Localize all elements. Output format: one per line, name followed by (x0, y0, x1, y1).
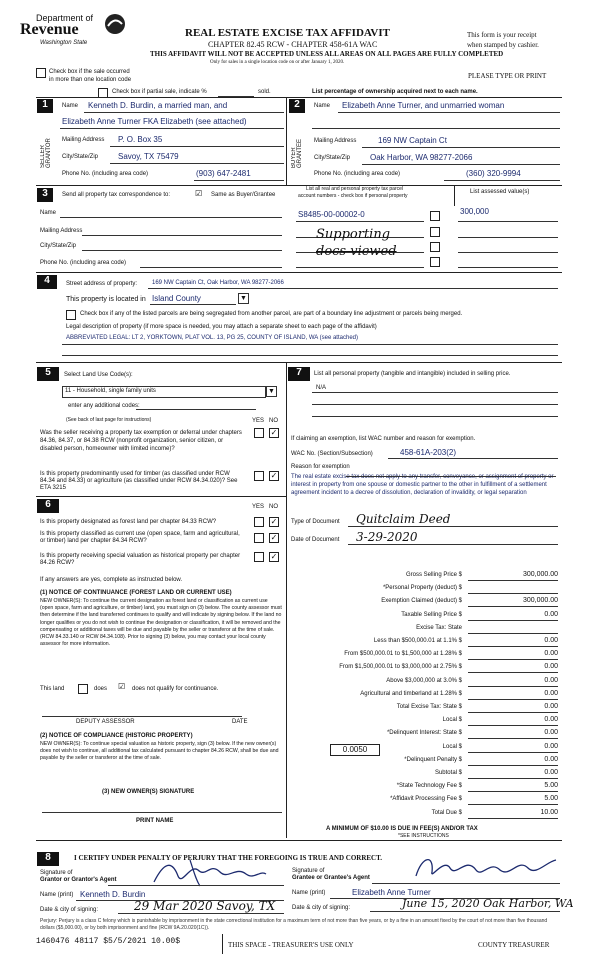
tax-row-label: *Personal Property (deduct) $ (382, 585, 462, 592)
tax-row (290, 768, 560, 780)
assessor-date-label: DATE (232, 719, 248, 725)
receipt-note-1: This form is your receipt (467, 31, 537, 39)
county-dropdown-icon[interactable]: ▼ (238, 293, 249, 304)
tax-row (290, 794, 560, 806)
form-chapter: CHAPTER 82.45 RCW - CHAPTER 458-61A WAC (208, 40, 378, 49)
section-1-number: 1 (37, 99, 53, 113)
seller-city-label: City/State/Zip (62, 154, 99, 160)
same-as-buyer-label: Same as Buyer/Grantee (211, 192, 276, 198)
segregated-label: Check box if any of the listed parcels are being segregated from another parcel, are part of a boundary line adjustment or parcels being merged. (80, 311, 463, 317)
tax-row-label: Total Due $ (431, 809, 462, 816)
s5-question-1: Was the seller receiving a property tax exemption or deferral under chapters 84.36, 84.37, or 84.38 RCW (nonprofit organization, senior citizen, or disabled person, homeowner with limited income)? (40, 430, 242, 452)
notice-1-body: NEW OWNER(S): To continue the current designation as forest land or classification as current use (open space, farm and agriculture, or timber) land, you must sign on (3) below. The county assessor must then determine if the land transferred continues to qualify and will indicate by signing below. If the land no longer qualifies or you do not wish to continue the designation or classification, it will be removed and the compensating or additional taxes will be due and payable by the seller or transferor at the time of sale. (RCW 84.33.140 or RCW 84.34.108). Prior to signing (3) below, you may contact your local county assessor for more information. (40, 598, 282, 648)
buyer-name-label: Name (314, 103, 331, 109)
parcel-2-personal-checkbox[interactable] (430, 227, 440, 237)
buyer-mailing[interactable]: 169 NW Captain Ct (378, 136, 447, 145)
buyer-city-label: City/State/Zip (314, 155, 351, 161)
wac-number[interactable]: 458-61A-203(2) (400, 448, 457, 457)
parcel-4-personal-checkbox[interactable] (430, 257, 440, 267)
s6-q2-no-checkbox[interactable]: ✓ (270, 533, 278, 542)
seller-signature[interactable] (150, 856, 270, 888)
handwritten-docs-viewed: docs viewed (316, 244, 397, 259)
s6-q3-no-checkbox[interactable]: ✓ (270, 552, 278, 561)
seller-mailing[interactable]: P. O. Box 35 (118, 135, 163, 144)
tax-row-value[interactable]: 5.00 (468, 782, 558, 792)
section-4-number: 4 (37, 275, 57, 289)
personal-property-label: List all personal property (tangible and intangible) included in selling price. (314, 371, 511, 377)
tax-row-value[interactable]: 0.00 (468, 743, 558, 753)
seller-city[interactable]: Savoy, TX 75479 (118, 152, 179, 161)
parcel-header-2: account numbers - check box if personal property (298, 193, 408, 199)
only-for-note: Only for sales in a single location code on or after January 1, 2020. (210, 60, 345, 65)
minimum-note: A MINIMUM OF $10.00 IS DUE IN FEE(S) AND/OR TAX (326, 826, 478, 832)
tax-row-label: Local $ (442, 717, 462, 724)
form-title: REAL ESTATE EXCISE TAX AFFIDAVIT (185, 27, 390, 39)
tax-row (290, 583, 560, 595)
parcel-1-personal-checkbox[interactable] (430, 211, 440, 221)
multi-location-label-1: Check box if the sale occurred (49, 69, 130, 75)
buyer-name-1[interactable]: Elizabeth Anne Turner, and unmarried woman (342, 101, 505, 110)
street-address[interactable]: 169 NW Captain Ct, Oak Harbor, WA 98277-2066 (152, 280, 284, 286)
tax-row-label: *Delinquent Penalty $ (404, 756, 462, 763)
s5-question-2: Is this property predominantly used for timber (as classified under RCW 84.34 and 84.33) or agriculture (as classified under RCW 84.34.020)? See ETA 3215 (40, 471, 238, 491)
tax-row (290, 623, 560, 635)
buyer-date-city[interactable]: June 15, 2020 Oak Harbor, WA (402, 897, 574, 910)
tax-row-value[interactable]: 0.00 (468, 611, 558, 621)
perjury-notice: Perjury: Perjury is a class C felony which is punishable by imprisonment in the state correctional institution for a maximum term of not more than five years, or by a fine in an amount fixed by the court of not more than five thousand dollars ($5,000.00), or by both imprisonment and fine (RCW 9A.20.020(1C)). (40, 918, 548, 931)
section-3-number: 3 (37, 188, 53, 202)
s6-yes-header: YES (252, 504, 265, 510)
certify-statement: I CERTIFY UNDER PENALTY OF PERJURY THAT THE FOREGOING IS TRUE AND CORRECT. (74, 854, 383, 862)
tax-row-value[interactable] (468, 584, 558, 594)
tax-row (290, 662, 560, 674)
doc-date-value[interactable]: 3-29-2020 (356, 530, 418, 544)
tax-row-label: Subtotal $ (434, 770, 462, 776)
tax-row-value[interactable]: 300,000.00 (468, 571, 558, 581)
s3-phone-label: Phone No. (including area code) (40, 260, 127, 266)
this-land-label: This land (40, 686, 65, 692)
exemption-label: If claiming an exemption, list WAC number and reason for exemption. (291, 436, 476, 442)
county-treasurer: COUNTY TREASURER (478, 941, 550, 949)
seller-phone[interactable]: (903) 647-2481 (196, 169, 251, 178)
tax-row-value[interactable]: 0.00 (468, 650, 558, 660)
multi-location-checkbox[interactable] (36, 68, 46, 78)
s6-q1-no-checkbox[interactable]: ✓ (270, 517, 278, 526)
does-not-label: does not qualify for continuance. (132, 686, 219, 692)
land-use-select[interactable]: 11 - Household, single family units (62, 386, 266, 398)
tax-row-label: Excise Tax: State (416, 624, 462, 631)
personal-property-value[interactable]: N/A (316, 385, 327, 391)
send-correspondence-label: Send all property tax correspondence to: (62, 192, 171, 198)
s6-q1-yes-checkbox[interactable] (254, 517, 264, 527)
notice-2-title: (2) NOTICE OF COMPLIANCE (HISTORIC PROPERTY) (40, 733, 193, 739)
buyer-phone[interactable]: (360) 320-9994 (466, 169, 521, 178)
s5-q1-yes-checkbox[interactable] (254, 428, 264, 438)
tax-row-label: Exemption Claimed (deduct) $ (381, 598, 462, 605)
seller-side-label: SELLER GRANTOR (40, 138, 52, 168)
tax-row-value[interactable]: 0.00 (468, 677, 558, 687)
tax-row-label: *Affidavit Processing Fee $ (390, 796, 462, 803)
tax-row (290, 636, 560, 648)
tax-row-value[interactable]: 0.00 (468, 769, 558, 779)
doc-type-value[interactable]: Quitclaim Deed (356, 512, 451, 526)
buyer-phone-label: Phone No. (including area code) (314, 171, 401, 177)
tax-row (290, 781, 560, 793)
tax-row-label: Total Excise Tax: State $ (396, 704, 462, 710)
tax-row (290, 755, 560, 767)
buyer-date-label: Date & city of signing: (292, 905, 351, 911)
print-name-label: PRINT NAME (136, 818, 174, 824)
legal-description[interactable]: ABBREVIATED LEGAL: LT 2, YORKTOWN, PLAT VOL. 13, PG 25, COUNTY OF ISLAND, WA (see attached) (66, 335, 358, 341)
exemption-reason[interactable]: The real estate excise tax does not apply to any transfer, conveyance, or assignment of property or interest in property from one spouse or domestic partner to the other in fulfillment of a settlement agreement incident to a decree of dissolution, declaration of invalidity, or legal separation (291, 474, 554, 496)
s5-q1-no-checkbox[interactable]: ✓ (270, 428, 278, 437)
deputy-assessor-label: DEPUTY ASSESSOR (76, 719, 135, 725)
tax-row-label: From $500,000.01 to $1,500,000 at 1.28% $ (344, 651, 462, 658)
section-2-number: 2 (289, 99, 305, 113)
form-warning: THIS AFFIDAVIT WILL NOT BE ACCEPTED UNLESS ALL AREAS ON ALL PAGES ARE FULLY COMPLETED (150, 50, 504, 58)
tax-row (290, 728, 560, 740)
doc-type-label: Type of Document (291, 519, 340, 525)
buyer-print-label: Name (print) (292, 890, 326, 896)
s3-city-label: City/State/Zip (40, 243, 77, 249)
s6-question-2: Is this property classified as current use (open space, farm and agricultural, or timber) land per chapter 84.34 RCW? (40, 531, 240, 544)
section-8-number: 8 (37, 852, 59, 866)
notice-3-signature: (3) NEW OWNER(S) SIGNATURE (102, 789, 195, 795)
tax-row-value[interactable]: 0.00 (468, 729, 558, 739)
notice-1-title: (1) NOTICE OF CONTINUANCE (FOREST LAND OR CURRENT USE) (40, 590, 232, 596)
assessed-value[interactable]: 300,000 (460, 207, 489, 216)
state-label: Washington State (40, 40, 88, 46)
land-use-label: Select Land Use Code(s): (64, 372, 133, 378)
s6-question-1: Is this property designated as forest land per chapter 84.33 RCW? (40, 519, 217, 525)
land-does-checkbox[interactable] (78, 684, 88, 694)
s6-no-header: NO (269, 504, 278, 510)
s5-q2-no-checkbox[interactable]: ✓ (270, 471, 278, 480)
parcel-3-personal-checkbox[interactable] (430, 242, 440, 252)
tax-row (290, 715, 560, 727)
buyer-signature[interactable] (410, 848, 560, 884)
buyer-mailing-label: Mailing Address (314, 138, 357, 144)
parcel-number[interactable]: S8485-00-00002-0 (298, 210, 365, 219)
handwritten-supporting: Supporting (316, 227, 391, 242)
additional-codes-label: enter any additional codes: (68, 403, 140, 409)
section-5-number: 5 (37, 367, 59, 381)
multi-location-label-2: in more than one location code (49, 77, 132, 83)
land-use-dropdown-icon[interactable]: ▼ (266, 386, 277, 397)
section-6-number: 6 (37, 499, 59, 513)
tax-row-label: Above $3,000,000 at 3.0% $ (386, 677, 462, 684)
s5-q2-yes-checkbox[interactable] (254, 471, 264, 481)
seller-name-2[interactable]: Elizabeth Anne Turner FKA Elizabeth (see attached) (62, 117, 247, 126)
tax-row-value[interactable]: 10.00 (468, 809, 558, 819)
seller-sig-label-2: Grantor or Grantor's Agent (40, 877, 117, 883)
s3-mailing-label: Mailing Address (40, 228, 83, 234)
seller-name-1[interactable]: Kenneth D. Burdin, a married man, and (88, 101, 228, 110)
tax-row-label: *Delinquent Interest: State $ (386, 730, 462, 737)
land-does-not-checkbox[interactable]: ☑ (118, 682, 126, 691)
tax-row-label: Local $ (442, 743, 462, 750)
notice-2-body: NEW OWNER(S): To continue special valuation as historic property, sign (3) below. If the new owner(s) does not wish to continue, all additional tax calculated pursuant to chapter 84.26 RCW, shall be due and payable by the seller or transferor at the time of sale. (40, 741, 279, 762)
section-7-number: 7 (288, 367, 310, 381)
tax-row-label: Gross Selling Price $ (405, 572, 462, 578)
tax-row-value[interactable]: 0.00 (468, 703, 558, 713)
seller-print-label: Name (print) (40, 892, 74, 898)
s6-q2-yes-checkbox[interactable] (254, 533, 264, 543)
parcel-header-1: List all real and personal property tax parcel (306, 186, 403, 192)
wac-label: WAC No. (Section/Subsection) (291, 451, 373, 457)
seller-name-label: Name (62, 103, 79, 109)
tax-row-label: *State Technology Fee $ (396, 783, 462, 790)
county-select[interactable]: Island County (152, 294, 201, 303)
seller-print-name[interactable]: Kenneth D. Burdin (80, 890, 146, 899)
please-type: PLEASE TYPE OR PRINT (468, 72, 547, 80)
tax-row (290, 689, 560, 701)
tax-row-label: From $1,500,000.01 to $3,000,000 at 2.75% $ (339, 664, 462, 671)
revenue-logo-text: Revenue (20, 21, 79, 38)
tax-row-value[interactable]: 5.00 (468, 795, 558, 805)
buyer-sig-label-1: Signature of (292, 868, 325, 874)
treasurer-space: THIS SPACE - TREASURER'S USE ONLY (228, 941, 354, 949)
tax-row-value[interactable]: 0.00 (468, 756, 558, 766)
see-back-note: (See back of last page for instructions) (66, 417, 152, 423)
receipt-note-2: when stamped by cashier. (467, 41, 539, 49)
buyer-side-label: BUYER GRANTEE (291, 138, 303, 168)
legal-label: Legal description of property (if more space is needed, you may attach a separate sheet to each page of the affidavit) (66, 324, 377, 330)
dept-label: Department of (36, 13, 94, 23)
seller-phone-label: Phone No. (including area code) (62, 171, 149, 177)
tax-row-value[interactable]: 0.00 (468, 690, 558, 700)
tax-row-label: Taxable Selling Price $ (401, 611, 462, 618)
seller-sig-label-1: Signature of (40, 870, 73, 876)
s5-yes-header: YES (252, 418, 265, 424)
tax-row-value[interactable]: 300,000.00 (468, 597, 558, 607)
tax-row-label: Agricultural and timberland at 1.28% $ (360, 690, 462, 697)
ownership-pct-note: List percentage of ownership acquired next to each name. (312, 89, 478, 95)
seller-mailing-label: Mailing Address (62, 137, 105, 143)
s6-q3-yes-checkbox[interactable] (254, 552, 264, 562)
tax-row (290, 596, 560, 608)
tax-row-label: Less than $500,000.01 at 1.1% $ (373, 638, 462, 644)
tax-row (290, 702, 560, 714)
buyer-sig-label-2: Grantee or Grantee's Agent (292, 875, 370, 881)
receipt-number: 1460476 48117 $5/5/2021 10.00$ (36, 937, 181, 946)
tax-row-value[interactable]: 0.00 (468, 637, 558, 647)
if-yes-note: If any answers are yes, complete as instructed below. (40, 577, 183, 583)
street-label: Street address of property: (66, 281, 138, 287)
seller-date-label: Date & city of signing: (40, 907, 99, 913)
partial-sale-label: Check box if partial sale, indicate % (112, 89, 207, 95)
tax-row (290, 570, 560, 582)
reason-label: Reason for exemption (291, 464, 350, 470)
tax-row-value[interactable]: 0.00 (468, 716, 558, 726)
located-label: This property is located in (66, 296, 146, 303)
revenue-logo-icon (102, 12, 128, 36)
tax-row-value[interactable] (468, 624, 558, 634)
tax-row-value[interactable]: 0.00 (468, 663, 558, 673)
tax-row (290, 649, 560, 661)
tax-row (290, 676, 560, 688)
does-label: does (94, 686, 108, 692)
doc-date-label: Date of Document (291, 537, 340, 543)
s6-question-3: Is this property receiving special valuation as historical property per chapter 84.26 RCW? (40, 553, 241, 566)
segregated-checkbox[interactable] (66, 310, 76, 320)
buyer-print-name[interactable]: Elizabeth Anne Turner (352, 888, 431, 897)
s5-no-header: NO (269, 418, 278, 424)
tax-row (290, 808, 560, 820)
sold-label: sold. (258, 89, 271, 95)
see-instructions-note: *SEE INSTRUCTIONS (398, 833, 449, 839)
seller-date-city[interactable]: 29 Mar 2020 Savoy, TX (134, 899, 276, 913)
s3-name-label: Name (40, 210, 57, 216)
local-rate-box[interactable]: 0.0050 (330, 744, 380, 756)
buyer-city[interactable]: Oak Harbor, WA 98277-2066 (370, 153, 473, 162)
assessed-header: List assessed value(s) (470, 189, 530, 195)
tax-row (290, 610, 560, 622)
same-as-buyer-checkbox[interactable]: ☑ (195, 189, 203, 198)
